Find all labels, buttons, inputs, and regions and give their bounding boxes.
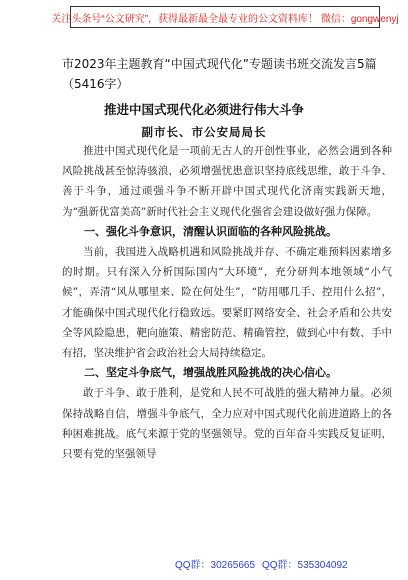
document-title: 市2023年主题教育“中国式现代化”专题读书班交流发言5篇（5416字）: [62, 57, 377, 91]
article-body: [62, 141, 392, 464]
paragraph-section-1: 当前，我国进入战略机遇和风险挑战并存、不确定难预料因素增多的时期。只有深入分析国际国内“大环境”，充分研判本地领域“小气候”，弄清“风从哪里来、险在何处生”，“防用哪几手、控用什么招”，才能确保中国式现代化行稳致远。要紧盯网络安全、社会矛盾和公共安全等风险隐患，靶向施策、精密防范、精确管控，做到心中有数、手中有招，坚决维护省会政治社会大局持续稳定。: [62, 246, 392, 360]
footer-qq-group-2[interactable]: QQ群：535304092: [262, 560, 348, 571]
section-heading-2: 二、坚定斗争底气，增强战胜风险挑战的决心信心。: [84, 366, 337, 380]
author-byline: 副市长、市公安局局长: [141, 125, 267, 139]
section-heading-1: 一、强化斗争意识，清醒认识面临的各种风险挑战。: [84, 224, 337, 238]
footer: [0, 556, 408, 572]
footer-qq-group-1[interactable]: QQ群：30265665: [175, 560, 256, 571]
article-title: 推进中国式现代化必须进行伟大斗争: [103, 102, 304, 117]
paragraph-section-2: 敢于斗争、敢于胜利，是党和人民不可战胜的强大精神力量。必须保持战略自信，增强斗争底气，全力应对中国式现代化前进道路上的各种困难挑战。底气来源于党的坚强领导。党的百年奋斗实践反复证明，只要有党的坚强领导: [62, 387, 392, 461]
promo-banner: [51, 6, 399, 28]
promo-banner-text: 关注头条号“公文研究”，获得最新最全最专业的公文资料库！ 微信：gongwenyj: [51, 13, 399, 25]
paragraph-intro: 推进中国式现代化是一项前无古人的开创性事业，必然会遇到各种风险挑战甚至惊涛骇浪，必须增强忧患意识坚持底线思维，敢于斗争、善于斗争，通过顽强斗争不断开辟中国式现代化济南实践新天地，为“强新优富美高”新时代社会主义现代化强省会建设做好强力保障。: [62, 145, 392, 218]
